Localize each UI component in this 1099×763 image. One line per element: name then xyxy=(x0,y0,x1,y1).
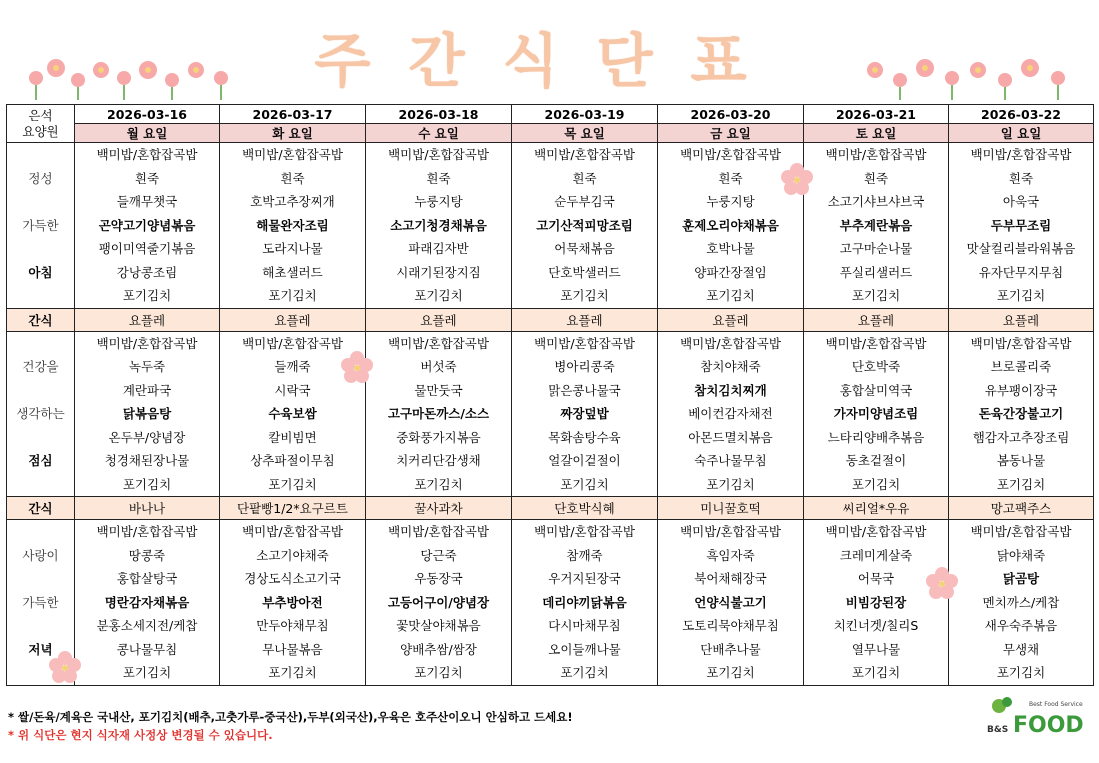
dinner-menu-cell xyxy=(220,520,366,686)
menu-item: 병아리콩죽 xyxy=(554,359,615,374)
menu-item: 시락국 xyxy=(274,382,311,398)
section-caption xyxy=(7,379,74,403)
menu-item: 순두부김국 xyxy=(554,194,615,209)
menu-item: 계란파국 xyxy=(122,382,172,398)
menu-item: 흰죽 xyxy=(718,170,743,186)
section-caption xyxy=(7,614,74,638)
menu-item: 포기김치 xyxy=(851,476,901,492)
menu-item: 백미밥/혼합잡곡밥 xyxy=(970,147,1072,162)
menu-item: 참깨죽 xyxy=(566,547,603,563)
lunch-menu-cell xyxy=(366,331,512,497)
menu-item: 칼비빔면 xyxy=(268,429,317,445)
menu-item: 포기김치 xyxy=(851,665,901,680)
menu-item: 백미밥/혼합잡곡밥 xyxy=(534,335,635,351)
menu-item: 파래김자반 xyxy=(408,241,469,256)
lunch-menu-cell xyxy=(75,331,220,497)
bs-food-logo xyxy=(985,696,1085,738)
menu-item: 가자미양념조림 xyxy=(833,406,919,421)
menu-item: 해물완자조림 xyxy=(256,217,329,233)
breakfast-menu-cell xyxy=(949,143,1094,309)
menu-item: 팽이미역줄기볶음 xyxy=(98,241,196,256)
menu-item: 도토리묵야채무침 xyxy=(682,618,779,633)
snack-item: 단호박식혜 xyxy=(512,497,658,520)
menu-item: 단호박샐러드 xyxy=(548,264,621,280)
menu-item: 동초겉절이 xyxy=(845,453,907,468)
menu-item: 포기김치 xyxy=(996,665,1046,680)
menu-item: 다시마채무침 xyxy=(548,618,621,633)
menu-item: 분홍소세지전/케찹 xyxy=(96,618,198,633)
logo-tagline: Best Food Service xyxy=(1029,701,1083,708)
menu-item: 수육보쌈 xyxy=(268,406,317,421)
snack-item: 씨리얼*우유 xyxy=(804,497,949,520)
menu-item: 멘치까스/케찹 xyxy=(982,594,1060,610)
menu-item: 단배추나물 xyxy=(700,641,761,657)
menu-item: 햄감자고추장조림 xyxy=(972,429,1070,445)
weekday-header: 화 요일 xyxy=(220,124,366,143)
menu-item: 포기김치 xyxy=(706,476,755,492)
weekday-header: 월 요일 xyxy=(75,124,220,143)
menu-item: 포기김치 xyxy=(560,288,609,303)
menu-item: 백미밥/혼합잡곡밥 xyxy=(242,524,343,539)
menu-item: 명란감자채볶음 xyxy=(104,594,190,610)
menu-item: 백미밥/혼합잡곡밥 xyxy=(825,524,927,539)
breakfast-menu-cell xyxy=(512,143,658,309)
menu-item: 고구마순나물 xyxy=(839,241,913,256)
menu-item: 맛살컬리블라워볶음 xyxy=(966,241,1076,256)
section-caption xyxy=(7,567,74,591)
menu-item: 양파간장절임 xyxy=(694,264,767,280)
menu-item: 호박고추장찌개 xyxy=(250,194,335,209)
menu-item: 홍합살탕국 xyxy=(116,571,178,586)
section-caption: 생각하는 xyxy=(16,406,65,421)
weekday-header: 일 요일 xyxy=(949,124,1094,143)
flower-decoration-right xyxy=(860,40,1084,100)
menu-item: 무나물볶음 xyxy=(262,641,323,657)
menu-item: 참치김치찌개 xyxy=(694,382,767,398)
menu-item: 청경채된장나물 xyxy=(104,453,190,468)
menu-item: 치커리단감생채 xyxy=(396,453,481,468)
menu-item: 어묵국 xyxy=(857,571,895,586)
section-caption: 사랑이 xyxy=(22,547,59,563)
breakfast-menu-cell xyxy=(804,143,949,309)
menu-item: 소고기야채죽 xyxy=(256,547,329,563)
section-caption xyxy=(7,332,74,356)
menu-item: 들깨무챗국 xyxy=(116,194,178,209)
logo-word: FOOD xyxy=(1013,713,1084,738)
section-caption xyxy=(7,426,74,450)
menu-item: 백미밥/혼합잡곡밥 xyxy=(680,147,781,162)
snack-item: 요플레 xyxy=(658,308,804,331)
menu-item: 흰죽 xyxy=(863,170,889,186)
menu-item: 포기김치 xyxy=(706,288,755,303)
date-header: 2026-03-16 xyxy=(75,105,220,124)
section-caption: 정성 xyxy=(28,170,53,186)
menu-item: 봄동나물 xyxy=(996,453,1046,468)
menu-item: 포기김치 xyxy=(851,288,901,303)
snack-item: 요플레 xyxy=(75,308,220,331)
menu-item: 훈제오리야채볶음 xyxy=(682,217,779,233)
section-caption xyxy=(7,473,74,497)
menu-item: 만두야채무침 xyxy=(256,618,329,633)
dinner-menu-cell xyxy=(949,520,1094,686)
section-caption: 가득한 xyxy=(22,217,59,233)
snack-label: 간식 xyxy=(7,308,75,331)
menu-item: 숙주나물무침 xyxy=(694,453,767,468)
menu-item: 백미밥/혼합잡곡밥 xyxy=(680,335,781,351)
menu-item: 푸실리샐러드 xyxy=(839,264,913,280)
menu-item: 온두부/양념장 xyxy=(108,429,186,445)
menu-item: 흰죽 xyxy=(134,170,160,186)
date-header: 2026-03-20 xyxy=(658,105,804,124)
snack-item: 망고팩주스 xyxy=(949,497,1094,520)
menu-item: 열무나물 xyxy=(851,641,901,657)
menu-item: 호박나물 xyxy=(706,241,755,256)
menu-item: 소고기샤브샤브국 xyxy=(827,194,925,209)
menu-item: 무생채 xyxy=(1002,641,1040,657)
menu-item: 아몬드멸치볶음 xyxy=(688,429,773,445)
menu-item: 백미밥/혼합잡곡밥 xyxy=(825,147,927,162)
menu-item: 포기김치 xyxy=(268,288,317,303)
menu-item: 백미밥/혼합잡곡밥 xyxy=(970,335,1072,351)
menu-item: 짜장덮밥 xyxy=(560,406,609,421)
menu-item: 백미밥/혼합잡곡밥 xyxy=(96,335,198,351)
breakfast-label xyxy=(7,143,75,309)
menu-item: 닭곰탕 xyxy=(1002,571,1040,586)
menu-item: 치킨너겟/칠리S xyxy=(833,618,919,633)
menu-item: 백미밥/혼합잡곡밥 xyxy=(242,335,343,351)
dinner-menu-cell xyxy=(366,520,512,686)
menu-item: 소고기청경채볶음 xyxy=(390,217,487,233)
section-caption: 점심 xyxy=(28,453,53,468)
menu-item: 포기김치 xyxy=(122,665,172,680)
menu-item: 백미밥/혼합잡곡밥 xyxy=(534,147,635,162)
menu-item: 우거지된장국 xyxy=(548,571,621,586)
section-caption: 가득한 xyxy=(22,594,59,610)
dinner-menu-cell xyxy=(75,520,220,686)
menu-item: 들깨죽 xyxy=(274,359,311,374)
origin-note: * 쌀/돈육/계육은 국내산, 포기김치(배추,고춧가루-중국산),두부(외국산),우육은 호주산이오니 안심하고 드세요! xyxy=(8,710,573,724)
menu-item: 우동장국 xyxy=(414,571,463,586)
lunch-menu-cell xyxy=(949,331,1094,497)
snack-item: 요플레 xyxy=(804,308,949,331)
lunch-menu-cell xyxy=(512,331,658,497)
menu-item: 백미밥/혼합잡곡밥 xyxy=(970,524,1072,539)
date-header: 2026-03-22 xyxy=(949,105,1094,124)
menu-item: 경상도식소고기국 xyxy=(244,571,341,586)
menu-item: 단호박죽 xyxy=(851,359,901,374)
breakfast-menu-cell xyxy=(366,143,512,309)
menu-item: 포기김치 xyxy=(122,476,172,492)
menu-item: 어묵채볶음 xyxy=(554,241,615,256)
menu-item: 포기김치 xyxy=(560,665,609,680)
section-caption: 저녁 xyxy=(28,641,53,657)
menu-item: 도라지나물 xyxy=(262,241,323,256)
menu-item: 콩나물무침 xyxy=(116,641,178,657)
menu-item: 시래기된장지짐 xyxy=(396,264,481,280)
menu-item: 닭볶음탕 xyxy=(122,406,172,421)
menu-item: 돈육간장불고기 xyxy=(978,406,1064,421)
blossom-icon xyxy=(780,162,814,196)
snack-item: 꿀사과차 xyxy=(366,497,512,520)
menu-item: 고등어구이/양념장 xyxy=(387,594,490,610)
menu-item: 아욱국 xyxy=(1002,194,1040,209)
menu-item: 흰죽 xyxy=(426,170,451,186)
section-caption xyxy=(7,143,74,167)
menu-item: 오이들깨나물 xyxy=(548,641,621,657)
menu-item: 백미밥/혼합잡곡밥 xyxy=(680,524,781,539)
menu-item: 고구마돈까스/소스 xyxy=(387,406,490,421)
section-caption xyxy=(7,520,74,544)
change-notice: * 위 식단은 현지 식자재 사정상 변경될 수 있습니다. xyxy=(8,728,273,742)
menu-item: 포기김치 xyxy=(268,665,317,680)
menu-item: 맑은콩나물국 xyxy=(548,382,621,398)
menu-item: 두부무조림 xyxy=(990,217,1052,233)
menu-item: 땅콩죽 xyxy=(128,547,166,563)
date-header: 2026-03-18 xyxy=(366,105,512,124)
menu-item: 브로콜리죽 xyxy=(990,359,1052,374)
menu-item: 흑임자죽 xyxy=(706,547,755,563)
menu-item: 포기김치 xyxy=(414,288,463,303)
snack-item: 요플레 xyxy=(949,308,1094,331)
section-caption: 아침 xyxy=(28,264,53,280)
snack-item: 요플레 xyxy=(366,308,512,331)
dinner-menu-cell xyxy=(804,520,949,686)
menu-item: 꽃맛살야채볶음 xyxy=(396,618,481,633)
menu-item: 백미밥/혼합잡곡밥 xyxy=(242,147,343,162)
menu-item: 백미밥/혼합잡곡밥 xyxy=(96,524,198,539)
menu-item: 상추파절이무침 xyxy=(250,453,335,468)
menu-item: 누룽지탕 xyxy=(706,194,755,209)
menu-item: 포기김치 xyxy=(706,665,755,680)
menu-item: 홍합살미역국 xyxy=(839,382,913,398)
menu-item: 닭야채죽 xyxy=(996,547,1046,563)
menu-item: 부추계란볶음 xyxy=(839,217,913,233)
menu-item: 데리야끼닭볶음 xyxy=(542,594,627,610)
lunch-menu-cell xyxy=(658,331,804,497)
menu-item: 포기김치 xyxy=(122,288,172,303)
menu-item: 포기김치 xyxy=(560,476,609,492)
section-caption xyxy=(7,237,74,261)
section-caption xyxy=(7,190,74,214)
menu-item: 백미밥/혼합잡곡밥 xyxy=(388,147,489,162)
blossom-icon xyxy=(48,650,82,684)
blossom-icon xyxy=(340,350,374,384)
menu-item: 백미밥/혼합잡곡밥 xyxy=(96,147,198,162)
menu-item: 백미밥/혼합잡곡밥 xyxy=(388,335,489,351)
date-header: 2026-03-17 xyxy=(220,105,366,124)
menu-item: 포기김치 xyxy=(414,476,463,492)
snack-item: 미니꿀호떡 xyxy=(658,497,804,520)
menu-item: 버섯죽 xyxy=(420,359,457,374)
menu-item: 양배추쌈/쌈장 xyxy=(400,641,477,657)
menu-item: 흰죽 xyxy=(1008,170,1034,186)
snack-item: 요플레 xyxy=(512,308,658,331)
date-header: 2026-03-19 xyxy=(512,105,658,124)
weekday-header: 수 요일 xyxy=(366,124,512,143)
blossom-icon xyxy=(925,566,959,600)
date-header: 2026-03-21 xyxy=(804,105,949,124)
menu-item: 흰죽 xyxy=(572,170,597,186)
menu-item: 언양식불고기 xyxy=(694,594,767,610)
dinner-menu-cell xyxy=(658,520,804,686)
menu-item: 크레미게살죽 xyxy=(839,547,913,563)
logo-brand: B&S xyxy=(987,725,1009,735)
notes xyxy=(8,708,573,744)
menu-item: 베이컨감자채전 xyxy=(688,406,773,421)
facility-name: 은석 요양원 xyxy=(7,105,75,143)
menu-item: 백미밥/혼합잡곡밥 xyxy=(388,524,489,539)
menu-item: 포기김치 xyxy=(268,476,317,492)
snack-item: 바나나 xyxy=(75,497,220,520)
menu-item: 참치야채죽 xyxy=(700,359,761,374)
snack-label: 간식 xyxy=(7,497,75,520)
section-caption xyxy=(7,284,74,308)
menu-item: 당근죽 xyxy=(420,547,457,563)
flower-decoration-left xyxy=(16,40,246,100)
dinner-menu-cell xyxy=(512,520,658,686)
snack-item: 요플레 xyxy=(220,308,366,331)
menu-item: 새우숙주볶음 xyxy=(984,618,1058,633)
menu-item: 중화풍가지볶음 xyxy=(396,429,481,445)
menu-item: 부추방아전 xyxy=(262,594,323,610)
menu-item: 느타리양배추볶음 xyxy=(827,429,925,445)
breakfast-menu-cell xyxy=(220,143,366,309)
menu-item: 목화솜탕수육 xyxy=(548,429,621,445)
menu-item: 포기김치 xyxy=(996,476,1046,492)
section-caption: 건강을 xyxy=(22,359,59,374)
menu-item: 녹두죽 xyxy=(128,359,166,374)
menu-item: 백미밥/혼합잡곡밥 xyxy=(825,335,927,351)
menu-item: 곤약고기양념볶음 xyxy=(98,217,196,233)
breakfast-menu-cell xyxy=(75,143,220,309)
menu-item: 고기산적피망조림 xyxy=(536,217,633,233)
menu-item: 포기김치 xyxy=(414,665,463,680)
weekday-header: 금 요일 xyxy=(658,124,804,143)
menu-item: 유자단무지무침 xyxy=(978,264,1064,280)
menu-item: 포기김치 xyxy=(996,288,1046,303)
menu-item: 해초샐러드 xyxy=(262,264,323,280)
lunch-menu-cell xyxy=(804,331,949,497)
weekday-header: 목 요일 xyxy=(512,124,658,143)
menu-item: 흰죽 xyxy=(280,170,305,186)
menu-item: 북어채해장국 xyxy=(694,571,767,586)
menu-item: 물만둣국 xyxy=(414,382,463,398)
lunch-label xyxy=(7,331,75,497)
menu-item: 유부팽이장국 xyxy=(984,382,1058,398)
menu-item: 얼갈이겉절이 xyxy=(548,453,621,468)
snack-item: 단팥빵1/2*요구르트 xyxy=(220,497,366,520)
page-title: 주간식단표 xyxy=(314,27,785,95)
menu-item: 강낭콩조림 xyxy=(116,264,178,280)
menu-item: 누룽지탕 xyxy=(414,194,463,209)
weekday-header: 토 요일 xyxy=(804,124,949,143)
menu-item: 백미밥/혼합잡곡밥 xyxy=(534,524,635,539)
menu-item: 비빔강된장 xyxy=(845,594,907,610)
